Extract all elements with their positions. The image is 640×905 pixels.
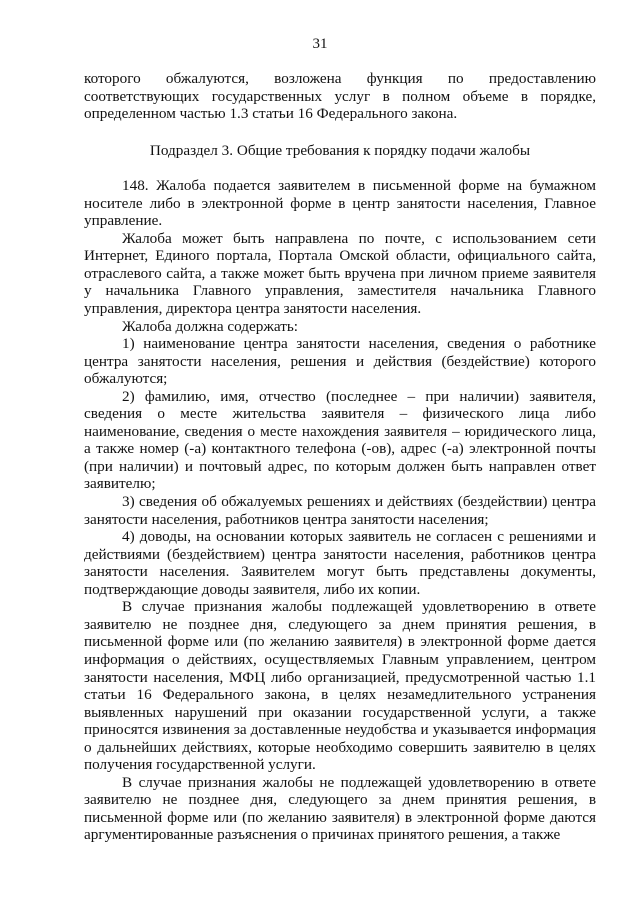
paragraph-unsatisfied-complaint: В случае признания жалобы не подлежащей удовлетворению в ответе заявителю не позднее дня, следующего за днем принятия решения, в письменной форме или (по желанию заявителя) в электронной форме даются аргументированные разъяснения о причинах принятого решения, а также	[84, 773, 596, 844]
list-item-1: 1) наименование центра занятости населения, сведения о работнике центра занятости населения, решения и действия (бездействие) которого обжалуются;	[84, 335, 596, 388]
list-item-3: 3) сведения об обжалуемых решениях и действиях (бездействии) центра занятости населения, работников центра занятости населения;	[84, 493, 596, 528]
paragraph-satisfied-complaint: В случае признания жалобы подлежащей удовлетворению в ответе заявителю не позднее дня, следующего за днем принятия решения, в письменной форме или (по желанию заявителя) в электронной форме дается информация о действиях, осуществляемых Главным управлением, центром занятости населения, МФЦ либо организацией, предусмотренной частью 1.1 статьи 16 Федерального закона, в целях незамедлительного устранения выявленных нарушений при оказании государственной услуги, а также приносятся извинения за доставленные неудобства и указывается информация о дальнейших действиях, которые необходимо совершить заявителю в целях получения государственной услуги.	[84, 598, 596, 774]
section-heading: Подраздел 3. Общие требования к порядку подачи жалобы	[149, 141, 531, 159]
list-item-4: 4) доводы, на основании которых заявитель не согласен с решениями и действиями (бездействием) центра занятости населения, работников центра занятости населения. Заявителем могут быть представлены документы, подтверждающие доводы заявителя, либо их копии.	[84, 528, 596, 598]
page-number: 31	[312, 36, 328, 52]
paragraph-submission-channels: Жалоба может быть направлена по почте, с использованием сети Интернет, Единого портала, Портала Омской области, официального сайта, отраслевого сайта, а также может быть вручена при личном приеме заявителя у начальника Главного управления, заместителя начальника Главного управления, директора центра занятости населения.	[84, 229, 596, 318]
paragraph-148: 148. Жалоба подается заявителем в письменной форме на бумажном носителе либо в электронной форме в центр занятости населения, Главное управление.	[84, 177, 596, 230]
paragraph-continuation: которого обжалуются, возложена функция по предоставлению соответствующих государственных услуг в полном объеме в порядке, определенном частью 1.3 статьи 16 Федерального закона.	[84, 70, 596, 123]
paragraph-contents-intro: Жалоба должна содержать:	[122, 317, 298, 335]
list-item-2: 2) фамилию, имя, отчество (последнее – при наличии) заявителя, сведения о месте жительства заявителя – физического лица либо наименование, сведения о месте нахождения заявителя – юридического лица, а также номер (-а) контактного телефона (-ов), адрес (-а) электронной почты (при наличии) и почтовый адрес, по которым должен быть направлен ответ заявителю;	[84, 387, 596, 493]
document-body	[84, 70, 596, 844]
